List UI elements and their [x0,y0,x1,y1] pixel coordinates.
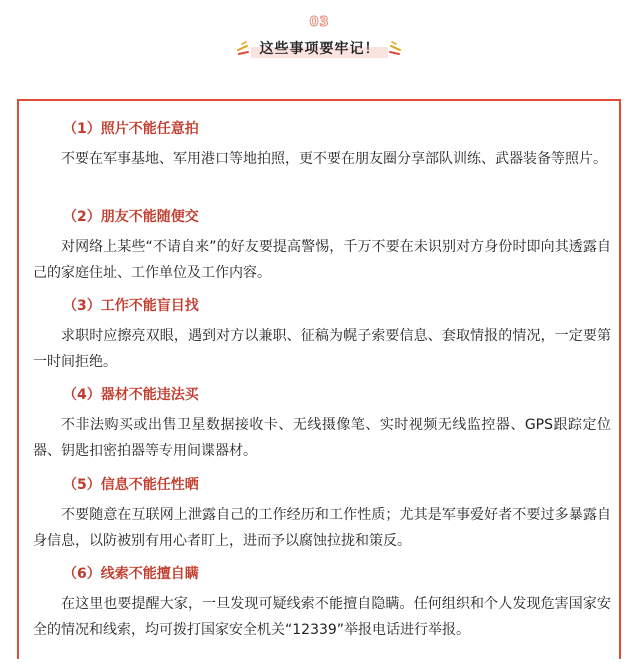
rule-section-information [33,474,611,554]
section-title: （4）器材不能违法买 [63,387,199,403]
section-header [0,0,639,80]
rule-section-clues [33,563,611,643]
rule-section-jobs [33,295,611,375]
rule-section-equipment [33,384,611,464]
section-body: 不非法购买或出售卫星数据接收卡、无线摄像笔、实时视频无线监控器、GPS跟踪定位器、钥匙扣密拍器等专用间谍器材。 [33,417,611,459]
section-number: 03 [309,15,330,30]
page-title: 这些事项要牢记！ [259,41,380,57]
rule-section-photos [41,118,611,172]
section-title: （3）工作不能盲目找 [63,298,199,314]
section-body: 求职时应擦亮双眼，遇到对方以兼职、征稿为幌子索要信息、套取情报的情况，一定要第一时间拒绝。 [33,328,611,370]
spark-right-icon [388,41,402,59]
rule-section-friends [33,206,611,286]
section-title: （2）朋友不能随便交 [63,209,199,225]
section-body: 不要在军事基地、军用港口等地拍照，更不要在朋友圈分享部队训练、武器装备等照片。 [61,151,607,167]
section-body: 对网络上某些“不请自来”的好友要提高警惕，千万不要在未识别对方身份时即向其透露自己的家庭住址、工作单位及工作内容。 [33,239,611,281]
section-body: 不要随意在互联网上泄露自己的工作经历和工作性质；尤其是军事爱好者不要过多暴露自身信息，以防被别有用心者盯上，进而予以腐蚀拉拢和策反。 [33,507,611,549]
section-title: （6）线索不能擅自瞒 [63,566,199,582]
section-body: 在这里也要提醒大家，一旦发现可疑线索不能擅自隐瞒。任何组织和个人发现危害国家安全的情况和线索，均可拨打国家安全机关“12339”举报电话进行举报。 [33,596,611,638]
section-title: （5）信息不能任性晒 [63,477,199,493]
section-title: （1）照片不能任意拍 [63,121,199,137]
